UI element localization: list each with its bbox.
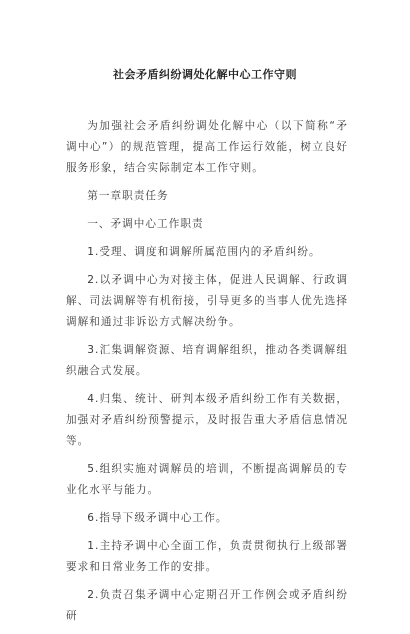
director-duty-item-2: 2.负责召集矛调中心定期召开工作例会或矛盾纠纷研	[66, 589, 348, 622]
intro-paragraph: 为加强社会矛盾纠纷调处化解中心（以下简称“矛调中心”）的规范管理，提高工作运行效能，树立良好服务形象，结合实际制定本工作守则。	[66, 120, 348, 174]
document-title: 社会矛盾纠纷调处化解中心工作守则	[113, 68, 297, 81]
duty-item-1: 1.受理、调度和调解所属范围内的矛盾纠纷。	[87, 246, 321, 258]
chapter-heading: 第一章职责任务	[87, 190, 169, 202]
duty-item-2: 2.以矛调中心为对接主体，促进人民调解、行政调解、司法调解等有机衔接，引导更多的当事人优先选择调解和通过非诉讼方式解决纷争。	[66, 274, 348, 328]
document-body	[66, 116, 348, 634]
duty-item-6: 6.指导下级矛调中心工作。	[87, 512, 228, 524]
duty-item-5: 5.组织实施对调解员的培训，不断提高调解员的专业化水平与能力。	[66, 463, 348, 496]
section-heading: 一、矛调中心工作职责	[87, 218, 204, 230]
duty-item-4: 4.归集、统计、研判本级矛盾纠纷工作有关数据，加强对矛盾纠纷预警提示，及时报告重大矛盾信息情况等。	[66, 393, 348, 447]
duty-item-3: 3.汇集调解资源、培育调解组织，推动各类调解组织融合式发展。	[66, 344, 348, 377]
director-duty-item-1: 1.主持矛调中心全面工作，负责贯彻执行上级部署要求和日常业务工作的安排。	[66, 540, 348, 573]
